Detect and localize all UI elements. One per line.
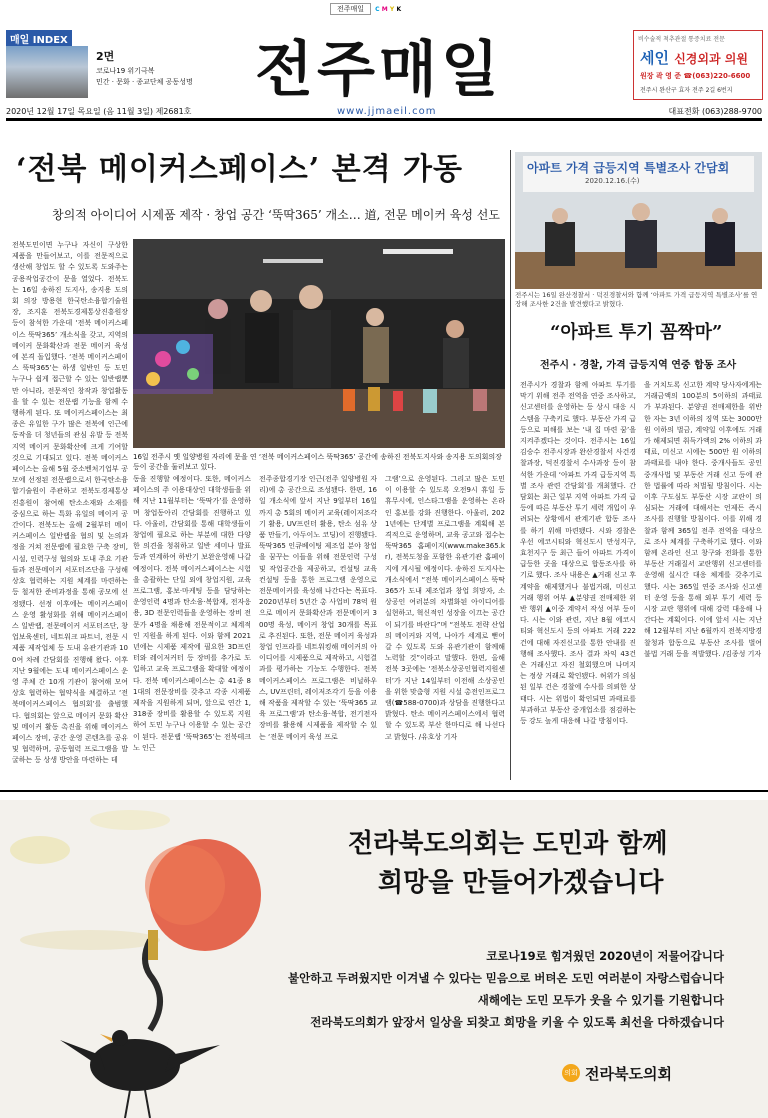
article-col-4: 그램’으로 운영된다. 그리고 많은 도민이 이용할 수 있도록 오전9시 휴일 등 휴무시에, 인스타그램을 운영하는 온라인 홍보를 강화 진행한다. 아울러, 2021년에는 단계별 프로그램을 계획해 본격적으로 운영하며, 교육 공고와 접수는 뚝딱365 홈페이지(www.make365.kr), 전북도청을 포함한 유관기관 홈페이지에 게시될 예정이다. 송하진 도지사는 개소식에서 “전북 메이커스페이스 뚝딱365가 도내 제조업과 창업 희망자, 소상공인 여러분의 차별화된 아이디어를 실현하고, 혁신적인 성장을 이끄는 공간이 되기를 바란다”며 “전북도 전략 산업의 메이커와 지역, 나아가 세계로 뻗어갈 수 있도록 도와 유관기관이 함께해 노력할 것”이라고 말했다. 한편, 올해 전북 3곳에는 ‘전북소상공인협력지원센터’가 지난 14일부터 이전해 소상공인을 위한 맞춤형 지원 시설 총전인프로그램(☎588-0700)과 상담을 진행한다고 밝혔다. 탄소 메이커스페이스에서 협력할 수 있도록 부산 한마디로 해 나선다고 밝혔다. /유호상 기자 [385, 475, 505, 741]
council-logo-icon: 의회 [562, 1064, 580, 1082]
main-photo [133, 239, 505, 448]
side-photo-caption: 전주시는 16일 완산경찰서 · 덕진경찰서와 함께 ‘아파트 가격 급등지역 특별조사’를 연장해 조사한 2건을 발견했다고 밝혔다. [515, 291, 758, 308]
article-col-2: 동을 진행할 예정이다. 또한, 메이커스페이스의 주 이용대상인 대학생들을 위해 지난 11월부터는 ‘뚝딱가’를 운영하며 창업동아리 간담회를 진행하고 있다. 아울러, 간담회를 통해 대학생들이 창업에 필요로 하는 부분에 대한 다양한 의견을 청취하고 일반 세미나 발표 등과 연계하여 하반기 보완운영해 나갈 예정이다. 전북 메이커스페이스는 시험을 총괄하는 단일 외에 창업지원, 교육 프로그램, 홍보·마케팅 등을 담당하는 운영인력 4명과 탄소융·복합재, 전자응용, 3D 전문인력들을 운영하는 장비 전문가 4명을 채용해 전문적이고 체계적인 지원을 하게 된다. 이와 함께 2021년에는 시제품 제작에 필요한 3D프린터와 레이저커터 등 장비를 추가로 도입하고 교육 프로그램을 확대할 예정이다. 전북 메이커스페이스는 총 41종 81대의 전문장비를 갖추고 각종 시제품 제작을 지원하게 되며, 앞으로 연간 1,318종 장비를 활용할 수 있도록 지원하여 도민 누구나 이용할 수 있는 공간이 된다. 전문랩 ‘뚝딱365’는 전북테크노 인근 [133, 475, 251, 752]
side-photo-banner: 아파트 가격 급등지역 특별조사 간담회 [527, 161, 730, 175]
index-summary [96, 66, 193, 88]
index-line: 민간 · 문화 · 종교단체 공동성명 [96, 78, 193, 86]
print-strip [330, 2, 440, 16]
main-phone: 대표전화 (063)288-9700 [668, 107, 762, 116]
index-box [6, 30, 234, 100]
main-headline: ‘전북 메이커스페이스’ 본격 가동 [16, 152, 463, 187]
article-col-1: 전북도민이면 누구나 자신이 구상한 제품을 만들어보고, 이를 전문적으로 생산해 창업도 할 수 있도록 도와주는 공용작업공간이 문을 열었다. 전북도는 16일 송하진 도지사, 송지용 도의회 의장 방용현 한국탄소융합기술원장, 조지훈 전북도경제통상진흥원장 등이 참석한 가운데 ‘전북 메이커스페이스 뚝딱365’ 개소식을 갖고, 지역의 메이커 문화확산과 전문 메이커 육성에 본격 돌입했다. ‘전북 메이커스페이스 뚝딱365’는 하생 일반인 등 도민 누구나 쉽게 접근할 수 있는 일반랩뿐만 아니라, 전문적인 창작과 창업활동을 할 수 있는 전문랩 기능을 함께 수행하게 된다. 또 메이커스페이스는 최종은 유일한 구가 많은 전북에 인근에 동작을 더 청년들의 관심 유발 등 전북 지역 메이커 문화확산에 크게 기여할 것으로 기대되고 있다. 전북 메이커스페이스는 올해 5월 중소벤처기업부 공모에 선정된 전문랩으로서 한국탄소융합기술원이 주관하고 전북도경제통상진흥원이 참여해 탄소소재와 소재를 중심으로 하는 특화 유일의 메이커 공간이다. 전북도는 올해 2월부터 메이커스페이스 일반랩을 협의 및 논의과정을 거쳐 전문랩에 필요한 구축 장비, 시설, 인력구성 협의와 도내 주요 기관들과 전문메이커 서포터즈단을 구성해 상호 협력하는 지원 체계를 마련하는 등 철저한 준비과정을 통해 공모에 선정됐다. 선정 이후에는 메이커스페이스 운영 활성화를 위해 메이커스페이스 일반랩, 전문메이커 서포터즈단, 창업보육센터, 네트워크 파트너, 전문 시제품 제작업체 등 도내 유관기관과 100여 차례 간담회를 진행해 왔다. 이후 지난 9월에는 도내 메이커스페이스 운영 주체 간 10개 기관이 참여해 모여 상호 협력하는 협약식을 체결하고 ‘전북메이커스페이스 협의회’를 출범했다. 협의회는 앞으로 메이커 문화 확산 및 메이커 활동 촉진을 위해 메이커스페이스 장비, 공간 운영 콘텐츠를 공유 및 협력하며, 공동협력 프로그램을 발굴하는 등 상생 방안을 마련하는 데 [12, 241, 128, 765]
cmyk-marks [375, 5, 401, 13]
index-line: 코로나19 위기극복 [96, 67, 155, 75]
clinic-ad-tagline: 비수술적 척추관절 통증치료 전문 [638, 36, 725, 43]
ad-line: 새해에는 도민 모두가 웃을 수 있기를 기원합니다 [477, 993, 724, 1007]
masthead-url: www.jjmaeil.com [337, 106, 437, 117]
clinic-ad [633, 30, 763, 100]
side-col-2: 을 거치도록 신고한 계약 당사자에게는 거래금액의 100분의 5이하의 과태료가 부과된다. 분양권 전매제한을 위반한 자는 3년 이하의 징역 또는 3000만 원 이하의 벌금, 계약일 이후에도 거래가 해제되면 취득가액의 2% 이하의 과태료, 미신고 시에는 500만 원 이하의 과태료를 내야 한다. 중개사들도 공인중개사법 및 부동산 거래 신고 등에 관한 법률에 따라 처벌될 방침이다. 시는 이후 구도심도 부동산 시장 교란이 의심되는 거래에 대해서는 언제든 즉시 조사를 진행할 방침이다. 이를 위해 경찰과 함께 365일 전주 전역을 대상으로 조사 체계를 구축하기로 했다. 이와 함께 온라인 신고 창구와 전화를 통한 부동산 거래질서 교란행위 신고센터를 운영해 실시간 대응 체계를 갖추기로 했다. 시는 365일 연중 조사와 신고센터 운영 등을 통해 외부 투기 세력 등 시장 교란 행위에 대해 강력 대응해 나간다는 계획이다. 이에 앞서 시는 지난해 12월부터 지난 6월까지 전북지방경찰청과 합동으로 부동산 조사를 벌여 불법 거래 등을 적발했다. /김종성 기자 [644, 381, 762, 658]
index-page: 2면 [96, 50, 115, 63]
main-photo-art [133, 239, 505, 448]
clinic-ad-address: 전주시 완산구 효자 전주 2길 6번지 [640, 87, 733, 94]
issue-date: 2020년 12월 17일 목요일 (음 11월 3일) 제2681호 [6, 107, 192, 116]
date-bar [6, 104, 762, 118]
ad-line: 불안하고 두려웠지만 이겨낼 수 있다는 믿음으로 버텨온 도민 여러분이 자랑스럽습니다 [288, 971, 724, 985]
clinic-ad-phone: 원장 곽 영 준 ☎(063)220-6600 [640, 72, 751, 80]
masthead-rule [6, 118, 762, 121]
ad-headline-1: 전라북도의회는 도민과 함께 [348, 829, 668, 859]
cmyk-k: K [396, 6, 402, 13]
ad-divider [0, 790, 768, 792]
ad-line: 코로나19로 힘겨웠던 2020년이 저물어갑니다 [486, 949, 724, 963]
main-photo-caption: 16일 전주시 옛 일양병원 자리에 문을 연 ‘전북 메이커스페이스 뚝딱365’ 공간에 송하진 전북도지사와 송지용 도의회의장 등이 공간을 둘러보고 있다. [133, 453, 502, 471]
side-photo-date: 2020.12.16.(수) [585, 177, 640, 185]
main-subhead: 창의적 아이디어 시제품 제작 · 창업 공간 ‘뚝딱365’ 개소… 道, 전문 메이커 육성 선도 [52, 208, 500, 222]
print-label: 전주매일 [330, 3, 371, 15]
side-headline: “아파트 투기 꼼짝마” [550, 322, 723, 343]
masthead-title: 전주매일 [255, 35, 503, 105]
council-logo-text: 전라북도의회 [585, 1065, 672, 1083]
side-col-1: 전주시가 경찰과 함께 아파트 투기를 막기 위해 전주 전역을 연중 조사하고, 신고센터를 운영하는 등 상시 대응 시스템을 구축키로 했다. 부동산 가격 급등으로 피해를 보는 ‘내 집 마련 꿈’을 지켜주겠다는 것이다. 전주시는 16일 김승수 전주시장과 완산경찰서 사건경찰과장, 덕진경찰서 수사과장 등이 참석한 가운데 ‘아파트 가격 급등지역 특별 조사 관련 간담회’를 개최했다. 간담회는 최근 일부 지역 아파트 가격 급등에 따른 부동산 투기 세력 개입이 우려되는 상황에서 관계기관 합동 조사를 하기 위해 마련됐다. 시와 경찰은 우선 에코시티와 혁신도시 만성지구, 효천지구 등 최근 들어 아파트 가격이 급등한 곳을 대상으로 합동조사를 하기로 했다. 조사 내용은 ▲거래 신고 후 계약을 해제했거나 불법거래, 미신고 거래 행위 여부 ▲분양권 전매제한 위반 행위 ▲이중 계약서 작성 여부 등이다. 시는 이와 관련, 지난 8월 에코시티와 혁신도시 등의 아파트 거래 222건에 대해 자진신고를 통한 안내를 진행해 조사했다. 조사 결과 차익 43건은 거래신고 자진 철회했으며 나머지는 정상 거래로 확인됐다. 허위가 의심된 일부 건은 경찰에 수사를 의뢰한 상태다. 시는 위법이 확인되면 과태료를 부과하고 부동산 중개업소를 점검하는 등 강도 높게 대응해 나갈 방침이다. [520, 381, 636, 726]
column-divider [510, 150, 511, 780]
ad-headline-2: 희망을 만들어가겠습니다 [378, 868, 664, 898]
cmyk-y: Y [389, 6, 395, 13]
cmyk-c: C [375, 6, 380, 13]
cmyk-m: M [381, 6, 388, 13]
side-subhead: 전주시 · 경찰, 가격 급등지역 연중 합동 조사 [540, 360, 737, 371]
ad-line: 전라북도의회가 앞장서 일상을 되찾고 희망을 키울 수 있도록 최선을 다하겠습니다 [310, 1015, 724, 1029]
article-col-3: 전주종합경기장 인근(전주 일양병원 자리)에 총 공간으로 조성됐다. 한편, 16일 개소식에 앞서 지난 9일부터 16일까지 총 5회의 메이커 교육(레이저조각기 활용, UV프린터 활용, 탄소 섬유 상품 만들기, 아두이노 코딩)이 진행됐다. 뚝딱365 인큐베이팅 제조업 분야 창업을 꿈꾸는 이들을 위해 전문인력 구성 및 작업공간을 제공하고, 컨설팅 교육 컨설팅 등을 통한 프로그램 운영으로 전문메이커를 육성해 나간다는 목표다. 2020년부터 5년간 총 사업비 78억 원으로 메이커 문화확산과 전문메이커 300명 육성, 메이커 창업 30개를 목표로 추진된다. 또한, 전문 메이커 육성과 창업 인프라를 네트워킹해 메이커의 아이디어를 시제품으로 제작하고, 시험결과를 평가하는 기능도 수행한다. 전북메이커스페이스 프로그램은 비닐하우스, UV프린터, 레이저조각기 등을 이용해 작품을 제작할 수 있는 ‘뚝딱365 교육 프로그램’과 탄소융·복합, 전기전자 장비를 활용해 시제품을 제작할 수 있는 ‘전문 메이커 육성 프로 [259, 475, 377, 741]
side-photo [515, 152, 762, 289]
clinic-ad-name: 세인 신경외과 의원 [640, 49, 748, 67]
index-title: 매일 INDEX [6, 30, 72, 47]
index-thumbnail [6, 46, 88, 98]
